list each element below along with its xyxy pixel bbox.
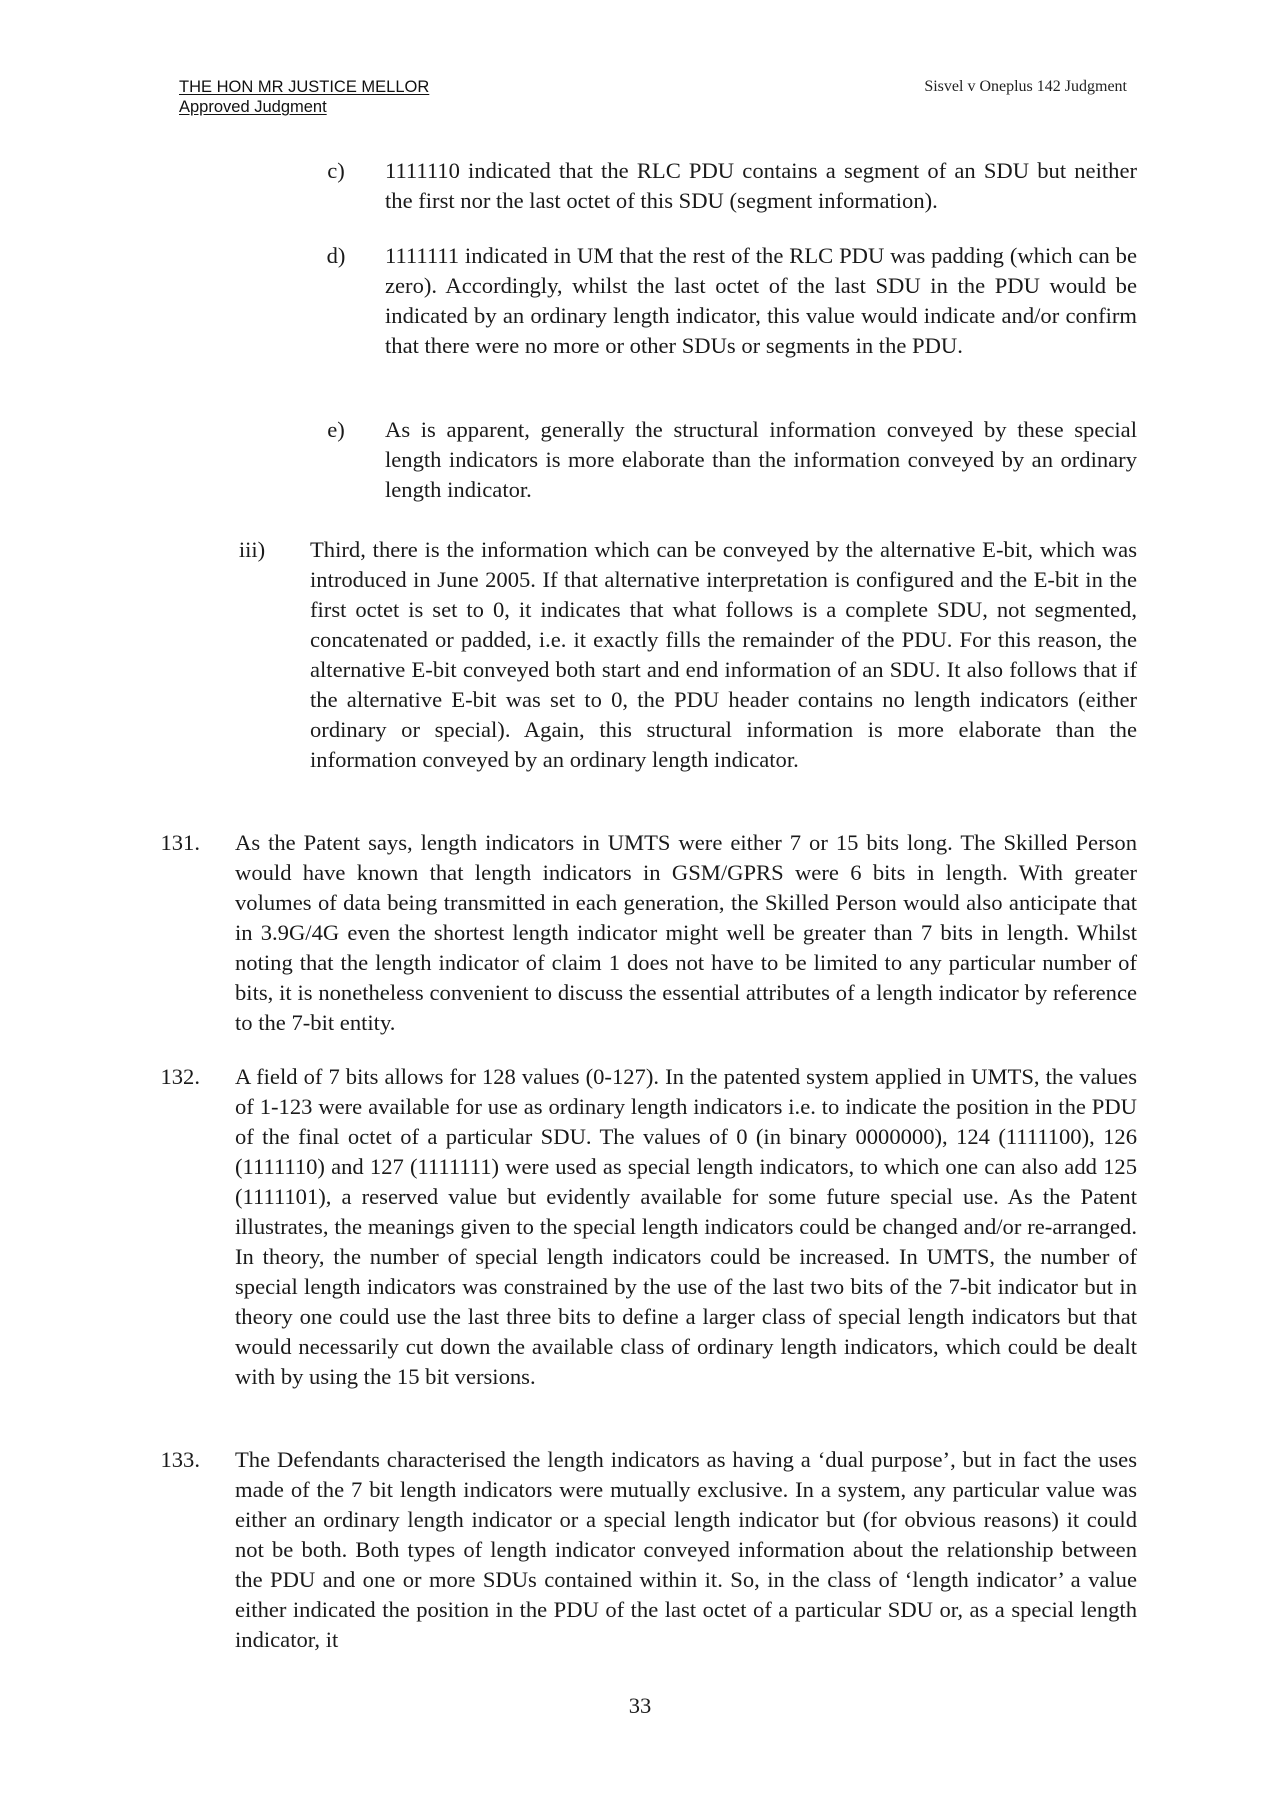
paragraph-text: A field of 7 bits allows for 128 values (0-127). In the patented system applied in UMTS, the values of 1-123 were available for use as ordinary length indicators i.e. to indicate the position in the PDU of the final octet of a particular SDU. The values of 0 (in binary 0000000), 124 (1111100), 126 (1111110) and 127 (1111111) were used as special length indicators, to which one can also add 125 (1111101), a reserved value but evidently available for some future special use. As the Patent illustrates, the meanings given to the special length indicators could be changed and/or re-arranged. In theory, the number of special length indicators could be increased. In UMTS, the number of special length indicators was constrained by the use of the last two bits of the 7-bit indicator but in theory one could use the last three bits to define a larger class of special length indicators but that would necessarily cut down the available class of ordinary length indicators, which could be dealt with by using the 15 bit versions. xyxy=(235,1064,1137,1389)
paragraph-number: 131. xyxy=(160,830,200,855)
sub-item-label: e) xyxy=(327,417,345,442)
roman-item-text: Third, there is the information which can be conveyed by the alternative E-bit, which was introduced in June 2005. If that alternative interpretation is configured and the E-bit in the first octet is set to 0, it indicates that what follows is a complete SDU, not segmented, concatenated or padded, i.e. it exactly fills the remainder of the PDU. For this reason, the alternative E-bit conveyed both start and end information of an SDU. It also follows that if the alternative E-bit was set to 0, the PDU header contains no length indicators (either ordinary or special). Again, this structural information is more elaborate than the information conveyed by an ordinary length indicator. xyxy=(310,537,1137,772)
paragraph-number: 133. xyxy=(160,1447,200,1472)
roman-item-label: iii) xyxy=(238,537,266,562)
paragraph-text: The Defendants characterised the length indicators as having a ‘dual purpose’, but in fact the uses made of the 7 bit length indicators were mutually exclusive. In a system, any particular value was either an ordinary length indicator or a special length indicator but (for obvious reasons) it could not be both. Both types of length indicator conveyed information about the relationship between the PDU and one or more SDUs contained within it. So, in the class of ‘length indicator’ a value either indicated the position in the PDU of the last octet of a particular SDU or, as a special length indicator, it xyxy=(235,1447,1137,1652)
paragraph-number: 132. xyxy=(160,1064,200,1089)
sub-item-text: As is apparent, generally the structural information conveyed by these special length indicators is more elaborate than the information conveyed by an ordinary length indicator. xyxy=(385,417,1137,502)
sub-item-text: 1111111 indicated in UM that the rest of the RLC PDU was padding (which can be zero). Accordingly, whilst the last octet of the last SDU in the PDU would be indicated by an ordinary length indicator, this value would indicate and/or confirm that there were no more or other SDUs or segments in the PDU. xyxy=(385,243,1137,358)
case-title: Sisvel v Oneplus 142 Judgment xyxy=(924,78,1127,95)
sub-item-label: c) xyxy=(327,158,345,183)
judgment-status: Approved Judgment xyxy=(179,98,327,116)
judge-name: THE HON MR JUSTICE MELLOR xyxy=(179,78,430,96)
paragraph-text: As the Patent says, length indicators in UMTS were either 7 or 15 bits long. The Skilled Person would have known that length indicators in GSM/GPRS were 6 bits in length. With greater volumes of data being transmitted in each generation, the Skilled Person would also anticipate that in 3.9G/4G even the shortest length indicator might well be greater than 7 bits in length. Whilst noting that the length indicator of claim 1 does not have to be limited to any particular number of bits, it is nonetheless convenient to discuss the essential attributes of a length indicator by reference to the 7-bit entity. xyxy=(235,830,1137,1035)
sub-item-label: d) xyxy=(326,243,346,268)
running-header-left xyxy=(179,77,429,117)
sub-item-text: 1111110 indicated that the RLC PDU contains a segment of an SDU but neither the first nor the last octet of this SDU (segment information). xyxy=(385,158,1137,213)
page-number: 33 xyxy=(628,1693,652,1718)
